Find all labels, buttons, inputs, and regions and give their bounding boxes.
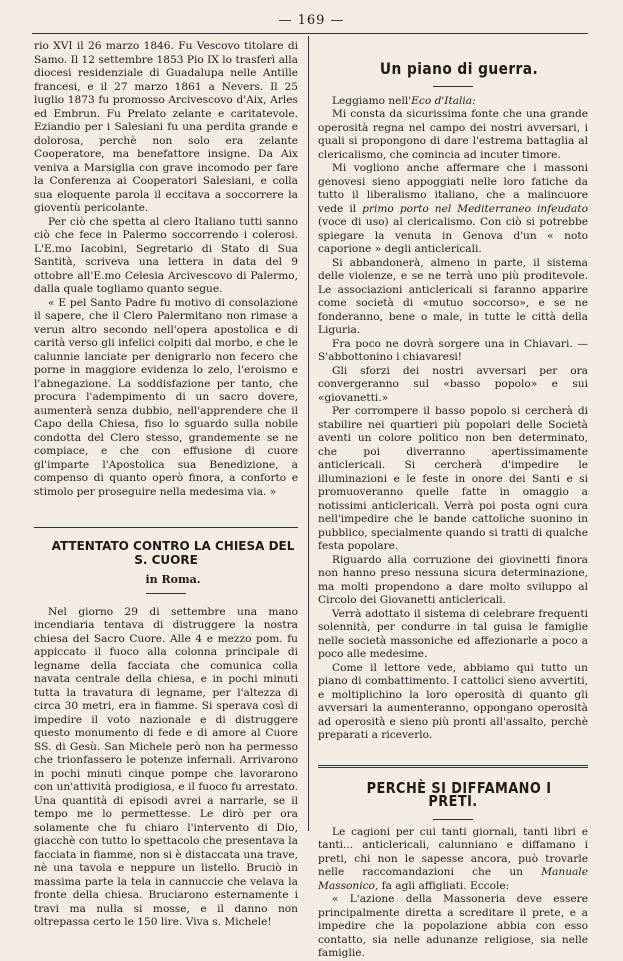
paragraph: rio XVI il 26 marzo 1846. Fu Vescovo titolare di Samo. Il 12 settembre 1853 Pio IX lo trasferì alla diocesi residenziale di Guadalupa nelle Antille francesi, e il 27 marzo 1861 a Nevers. Il 25 luglio 1873 fu promosso Arcivescovo d'Aix, Arles ed Embrun. Fu Prelato zelante e caritatevole. Eziandio per i Salesiani fu una perdita grande e dolorosa, perchè non solo era zelante Cooperatore, ma benefattore insigne. Da Aix veniva a Marsiglia con grave incomodo per fare la Conferenza ai Cooperatori Salesiani, e colla sua eloquente parola il eccitava a soccorrere la gioventù pericolante.: [34, 40, 298, 214]
paragraph: Come il lettore vede, abbiamo qui tutto un piano di combattimento. I cattolici sieno avvertiti, e moltiplichino la loro operosità di quanto gli avversari la aumenteranno, oppongano operosità ad operosità e sieno più pronti all'assalto, perchè preparati a riceverlo.: [318, 661, 588, 741]
paragraph: Mi consta da sicurissima fonte che una grande operosità regna nel campo dei nostri avversari, i quali si propongono di dare l'estrema battaglia al clericalismo, che comincia ad incuter timore.: [318, 108, 588, 161]
quote-paragraph: « E pel Santo Padre fu motivo di consolazione il sapere, che il Clero Palermitano non rimase a verun altro secondo nell'opera apostolica e di carità verso gli infelici colpiti dal morbo, e che le calunnie lanciate per denigrarlo non fecero che porne in maggiore evidenza lo zelo, l'eroismo e l'abnegazione. La soddisfazione per tanto, che procura l'adempimento di un sacro dovere, aumenterà senza dubbio, nell'apprendere che il Capo della Chiesa, fiso lo sguardo sulla nobile condotta del Clero stesso, grandemente se ne compiace, e che con effusione di cuore gl'imparte l'Apostolica sua Benedizione, a compenso di quanto operò finora, a conforto e stimolo per proseguire nella medesima via. »: [34, 296, 298, 498]
paragraph: Riguardo alla corruzione dei giovinetti finora non hanno preso nessuna sicura determinazione, ma molti propendono a dare molto sviluppo al Circolo dei Giovanetti anticlericali.: [318, 553, 588, 606]
paragraph: Fra poco ne dovrà sorgere una in Chiavari. — S'abbottonino i chiavaresi!: [318, 337, 588, 363]
paragraph: Mi vogliono anche affermare che i massoni genovesi sieno appoggiati nelle loro fatiche da tutto il liberalismo italiano, che a malincuore vede il primo porto nel Mediterraneo infeudato (voce di uso) al clericalismo. Con ciò si potrebbe spiegare la venuta in Genova d'un « noto caporione » degli anticlericali.: [318, 162, 588, 255]
paragraph: Per ciò che spetta al clero Italiano tutti sanno ciò che fece in Palermo soccorrendo i colerosi. L'E.mo Iacobini, Segretario di Stato di Sua Santità, scriveva una lettera in data del 9 ottobre all'E.mo Celesia Arcivescovo di Palermo, dalla quale togliamo quanto segue.: [34, 215, 298, 295]
article-title-perche: PERCHÈ SI DIFFAMANO I PRETI.: [366, 778, 552, 810]
quote-paragraph: « L'azione della Massoneria deve essere principalmente diretta a screditare il prete, e a impedire che la popolazione abbia con esso contatto, sia nelle adunanze religiose, sia nelle famiglie.: [318, 893, 588, 959]
header-rule: [32, 33, 588, 34]
source-name: Eco d'Italia:: [411, 94, 476, 107]
paragraph: Verrà adottato il sistema di celebrare frequenti solennità, per condurre in tal guisa le famiglie nelle società massoniche ed affezionarle a poco a poco alle medesime.: [318, 607, 588, 660]
paragraph: Gli sforzi dei nostri avversari per ora convergeranno sul «basso popolo» e sui «giovanetti.»: [318, 364, 588, 404]
paragraph: Nel giorno 29 di settembre una mano incendiaria tentava di distruggere la nostra chiesa del Sacro Cuore. Alle 4 e mezzo pom. fu appiccato il fuoco alla colonna principale di legname della facciata che comunica colla navata centrale della chiesa, e in pochi minuti tutta la travatura di legname, per l'altezza di circa 30 metri, era in fiamme. Si sperava così di impedire il voto nazionale e di distruggere questo monumento di fede e di amore al Cuore SS. di Gesù. San Michele però non ha permesso che trionfassero le potenze infernali. Arrivarono in pochi minuti cinque pompe che lavorarono con un'attività prodigiosa, e il fuoco fu arrestato. Una quantità di episodi avrei a narrarle, se il tempo me lo permettesse. Le dirò per ora solamente che fu chiaro l'intervento di Dio, giacchè con tutto lo spettacolo che presentava la facciata in fiamme, non si è distaccata una trave, nè una tavola e neppure un listello. Bruciò in massima parte la tela in cannuccie che velava la fronte della chiesa. Bruciarono esternamente i travi ma nulla si mosse, e il danno non oltrepassa certo le 150 lire. Viva s. Michele!: [34, 605, 298, 928]
article-subtitle: in Roma.: [145, 573, 201, 586]
paragraph: Le cagioni per cui tanti giornali, tanti libri e tanti... anticlericali, calunniano e diffamano i preti, chi non le sapesse ancora, può trovarle nelle raccomandazioni che un Manuale Massonico, fa agli affigliati. Eccole:: [318, 825, 588, 892]
paragraph: Si abbandonerà, almeno in parte, il sistema delle violenze, e se ne terrà uno più proditevole. Le associazioni anticlericali si faranno apparire come società di «mutuo soccorso», e se ne fonderanno, bene o male, in tutte le città della Liguria.: [318, 256, 588, 336]
right-column: [318, 40, 588, 961]
intro-line: Leggiamo nell'Eco d'Italia:: [332, 94, 476, 107]
article-title-piano: Un piano di guerra.: [379, 59, 539, 78]
left-column: [34, 40, 298, 930]
page-number: — 169 —: [278, 13, 345, 28]
article-title-attentato: ATTENTATO CONTRO LA CHIESA DEL S. CUORE: [51, 539, 295, 567]
paragraph: Per corrompere il basso popolo si cercherà di stabilire nei quartieri più popolari delle Società aventi un colore politico non ben determinato, che poi diverranno apertissimamente anticlericali. Si cercherà d'impedire le illuminazioni e le feste in onore dei Santi e si promuoveranno quelle fatte in omaggio a notissimi anticlericali. Verrà poi posta ogni cura nell'impedire che le bande cattoliche suonino in pubblico, specialmente quando si tratti di qualche festa popolare.: [318, 405, 588, 552]
column-divider: [308, 36, 309, 831]
